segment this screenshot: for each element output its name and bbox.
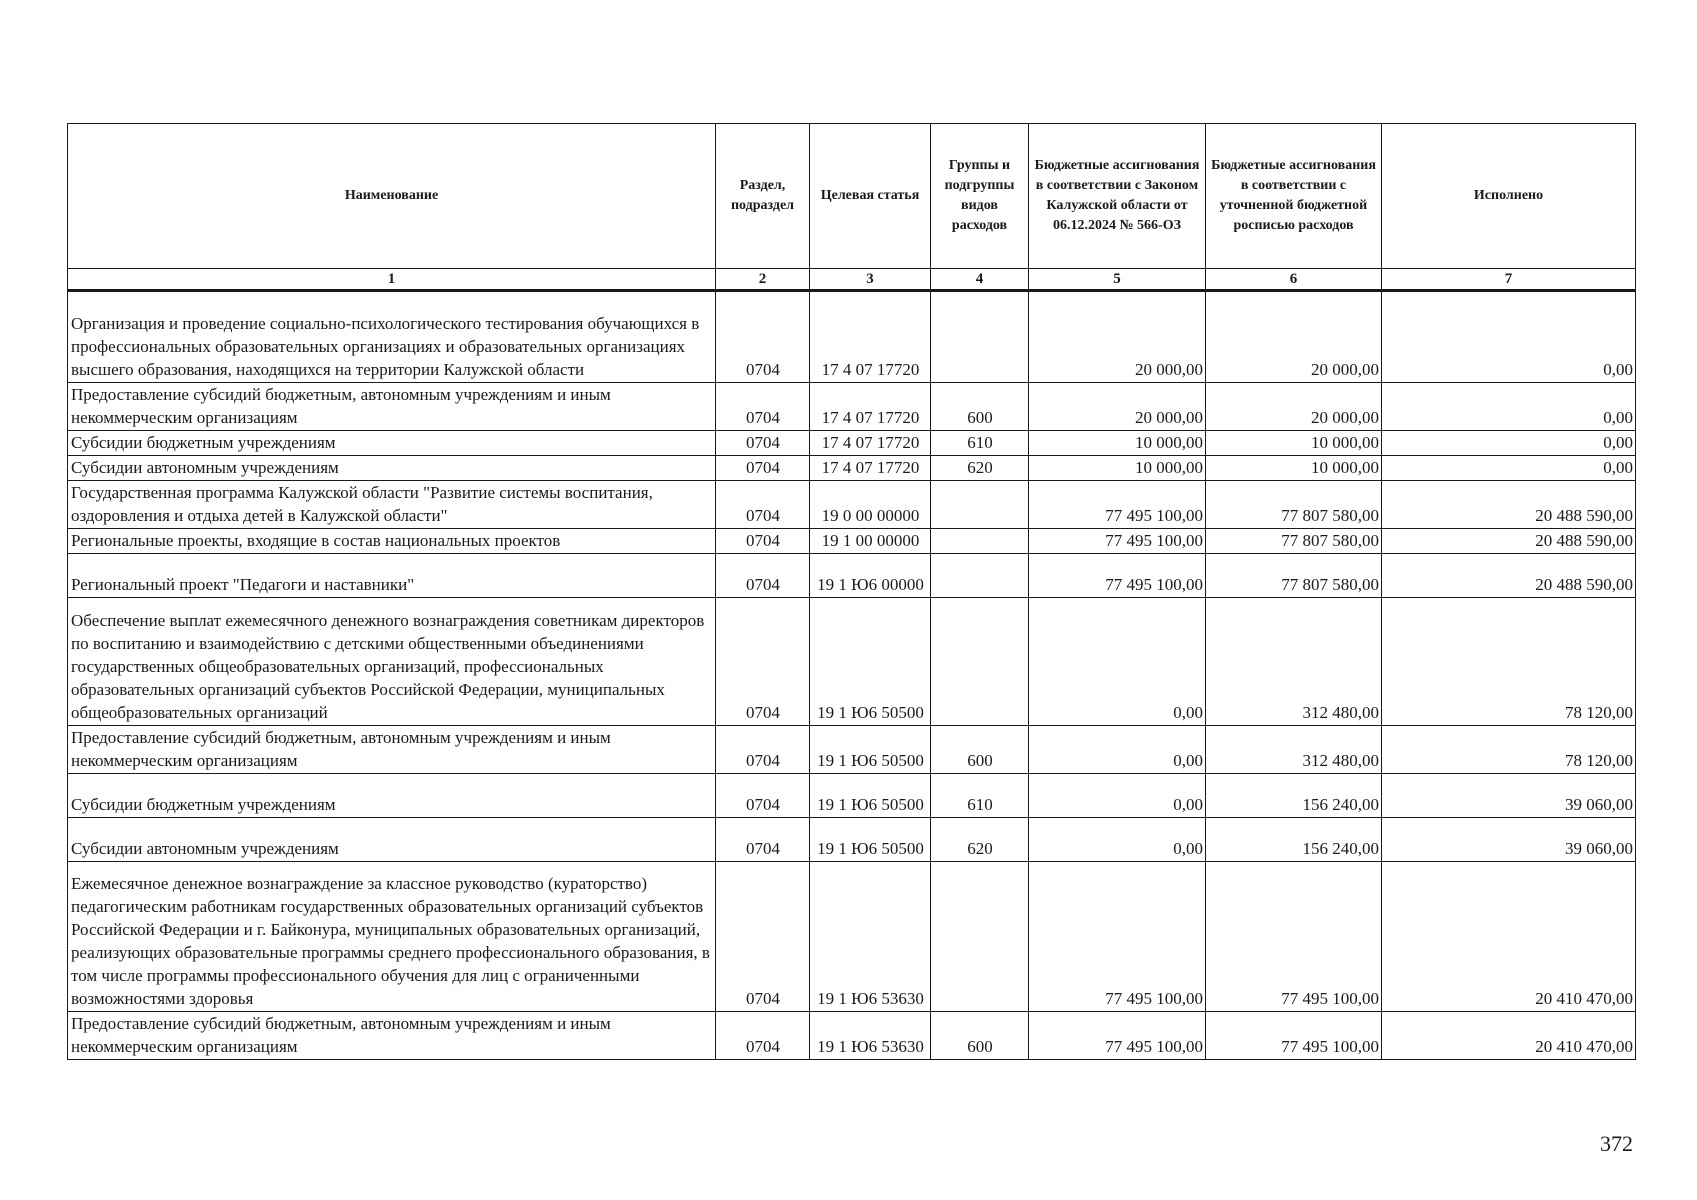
cell-refined-allocation: 156 240,00	[1206, 774, 1382, 818]
cell-executed: 39 060,00	[1382, 818, 1636, 862]
cell-refined-allocation: 10 000,00	[1206, 456, 1382, 481]
cell-target-article: 19 1 Ю6 53630	[810, 1012, 931, 1060]
column-number: 1	[68, 269, 716, 291]
header-expense-group: Группы и подгруппы видов расходов	[931, 124, 1029, 269]
cell-refined-allocation: 312 480,00	[1206, 598, 1382, 726]
table-row	[68, 726, 1636, 774]
cell-name: Предоставление субсидий бюджетным, автономным учреждениям и иным некоммерческим организациям	[68, 1012, 716, 1060]
cell-executed: 20 488 590,00	[1382, 529, 1636, 554]
cell-target-article: 19 1 Ю6 50500	[810, 598, 931, 726]
cell-expense-group: 610	[931, 774, 1029, 818]
cell-expense-group: 600	[931, 1012, 1029, 1060]
cell-refined-allocation: 312 480,00	[1206, 726, 1382, 774]
table-body	[68, 291, 1636, 1060]
cell-name: Региональные проекты, входящие в состав национальных проектов	[68, 529, 716, 554]
header-row	[68, 124, 1636, 269]
header-refined-allocations: Бюджетные ассигнования в соответствии с уточненной бюджетной росписью расходов	[1206, 124, 1382, 269]
cell-name: Обеспечение выплат ежемесячного денежного вознаграждения советникам директоров по воспитанию и взаимодействию с детскими общественными объединениями государственных общеобразовательных организаций, профессиональных образовательных организаций субъектов Российской Федерации, муниципальных общеобразовательных организаций	[68, 598, 716, 726]
cell-section: 0704	[716, 726, 810, 774]
cell-section: 0704	[716, 529, 810, 554]
cell-name: Организация и проведение социально-психологического тестирования обучающихся в профессиональных образовательных организациях и образовательных организациях высшего образования, находящихся на территории Калужской области	[68, 291, 716, 383]
cell-target-article: 19 1 Ю6 50500	[810, 726, 931, 774]
cell-name: Субсидии автономным учреждениям	[68, 818, 716, 862]
cell-executed: 20 488 590,00	[1382, 554, 1636, 598]
cell-refined-allocation: 10 000,00	[1206, 431, 1382, 456]
cell-refined-allocation: 156 240,00	[1206, 818, 1382, 862]
table-row	[68, 456, 1636, 481]
cell-executed: 0,00	[1382, 383, 1636, 431]
cell-expense-group: 620	[931, 456, 1029, 481]
cell-law-allocation: 0,00	[1029, 774, 1206, 818]
cell-target-article: 19 1 Ю6 00000	[810, 554, 931, 598]
table-row	[68, 818, 1636, 862]
cell-law-allocation: 0,00	[1029, 726, 1206, 774]
column-number: 4	[931, 269, 1029, 291]
cell-section: 0704	[716, 291, 810, 383]
budget-execution-table	[67, 123, 1636, 1060]
cell-target-article: 17 4 07 17720	[810, 431, 931, 456]
header-executed: Исполнено	[1382, 124, 1636, 269]
cell-executed: 78 120,00	[1382, 726, 1636, 774]
cell-section: 0704	[716, 598, 810, 726]
cell-executed: 20 410 470,00	[1382, 1012, 1636, 1060]
table-row	[68, 481, 1636, 529]
cell-target-article: 17 4 07 17720	[810, 291, 931, 383]
cell-law-allocation: 77 495 100,00	[1029, 1012, 1206, 1060]
cell-section: 0704	[716, 1012, 810, 1060]
cell-name: Ежемесячное денежное вознаграждение за классное руководство (кураторство) педагогическим работникам государственных образовательных организаций субъектов Российской Федерации и г. Байконура, муниципальных образовательных организаций, реализующих образовательные программы среднего профессионального образования, в том числе программы профессионального обучения для лиц с ограниченными возможностями здоровья	[68, 862, 716, 1012]
cell-executed: 0,00	[1382, 431, 1636, 456]
cell-section: 0704	[716, 862, 810, 1012]
table-row	[68, 598, 1636, 726]
header-section: Раздел, подраздел	[716, 124, 810, 269]
cell-section: 0704	[716, 456, 810, 481]
cell-law-allocation: 77 495 100,00	[1029, 481, 1206, 529]
cell-executed: 20 410 470,00	[1382, 862, 1636, 1012]
cell-expense-group: 600	[931, 726, 1029, 774]
table-row	[68, 774, 1636, 818]
cell-expense-group	[931, 291, 1029, 383]
cell-refined-allocation: 20 000,00	[1206, 291, 1382, 383]
table-row	[68, 554, 1636, 598]
table-row	[68, 431, 1636, 456]
cell-law-allocation: 77 495 100,00	[1029, 554, 1206, 598]
cell-name: Субсидии автономным учреждениям	[68, 456, 716, 481]
header-law-allocations: Бюджетные ассигнования в соответствии с Законом Калужской области от 06.12.2024 № 566-ОЗ	[1029, 124, 1206, 269]
cell-target-article: 17 4 07 17720	[810, 383, 931, 431]
cell-refined-allocation: 77 495 100,00	[1206, 1012, 1382, 1060]
cell-refined-allocation: 77 495 100,00	[1206, 862, 1382, 1012]
cell-expense-group	[931, 862, 1029, 1012]
cell-refined-allocation: 20 000,00	[1206, 383, 1382, 431]
cell-law-allocation: 0,00	[1029, 598, 1206, 726]
cell-name: Субсидии бюджетным учреждениям	[68, 774, 716, 818]
cell-section: 0704	[716, 431, 810, 456]
column-number: 3	[810, 269, 931, 291]
cell-expense-group	[931, 529, 1029, 554]
cell-expense-group	[931, 554, 1029, 598]
cell-refined-allocation: 77 807 580,00	[1206, 554, 1382, 598]
cell-executed: 0,00	[1382, 456, 1636, 481]
column-number-row	[68, 269, 1636, 291]
table-row	[68, 529, 1636, 554]
cell-expense-group	[931, 481, 1029, 529]
cell-target-article: 19 1 00 00000	[810, 529, 931, 554]
page-number: 372	[1600, 1131, 1633, 1156]
cell-section: 0704	[716, 774, 810, 818]
cell-law-allocation: 77 495 100,00	[1029, 529, 1206, 554]
cell-target-article: 19 1 Ю6 50500	[810, 774, 931, 818]
header-target-article: Целевая статья	[810, 124, 931, 269]
cell-name: Государственная программа Калужской области "Развитие системы воспитания, оздоровления и отдыха детей в Калужской области"	[68, 481, 716, 529]
cell-target-article: 19 1 Ю6 50500	[810, 818, 931, 862]
cell-executed: 20 488 590,00	[1382, 481, 1636, 529]
cell-expense-group	[931, 598, 1029, 726]
table-row	[68, 383, 1636, 431]
cell-expense-group: 620	[931, 818, 1029, 862]
cell-section: 0704	[716, 383, 810, 431]
cell-expense-group: 600	[931, 383, 1029, 431]
column-number: 5	[1029, 269, 1206, 291]
cell-law-allocation: 10 000,00	[1029, 456, 1206, 481]
table-row	[68, 1012, 1636, 1060]
cell-target-article: 19 0 00 00000	[810, 481, 931, 529]
cell-target-article: 19 1 Ю6 53630	[810, 862, 931, 1012]
cell-executed: 78 120,00	[1382, 598, 1636, 726]
cell-law-allocation: 10 000,00	[1029, 431, 1206, 456]
cell-name: Региональный проект "Педагоги и наставники"	[68, 554, 716, 598]
cell-name: Субсидии бюджетным учреждениям	[68, 431, 716, 456]
cell-section: 0704	[716, 481, 810, 529]
column-number: 6	[1206, 269, 1382, 291]
cell-expense-group: 610	[931, 431, 1029, 456]
column-number: 7	[1382, 269, 1636, 291]
cell-section: 0704	[716, 554, 810, 598]
cell-section: 0704	[716, 818, 810, 862]
cell-law-allocation: 20 000,00	[1029, 291, 1206, 383]
cell-law-allocation: 0,00	[1029, 818, 1206, 862]
cell-target-article: 17 4 07 17720	[810, 456, 931, 481]
cell-name: Предоставление субсидий бюджетным, автономным учреждениям и иным некоммерческим организациям	[68, 726, 716, 774]
cell-law-allocation: 20 000,00	[1029, 383, 1206, 431]
table-row	[68, 862, 1636, 1012]
header-name: Наименование	[68, 124, 716, 269]
cell-refined-allocation: 77 807 580,00	[1206, 481, 1382, 529]
cell-refined-allocation: 77 807 580,00	[1206, 529, 1382, 554]
cell-name: Предоставление субсидий бюджетным, автономным учреждениям и иным некоммерческим организациям	[68, 383, 716, 431]
table-row	[68, 291, 1636, 383]
column-number: 2	[716, 269, 810, 291]
cell-executed: 0,00	[1382, 291, 1636, 383]
cell-law-allocation: 77 495 100,00	[1029, 862, 1206, 1012]
cell-executed: 39 060,00	[1382, 774, 1636, 818]
